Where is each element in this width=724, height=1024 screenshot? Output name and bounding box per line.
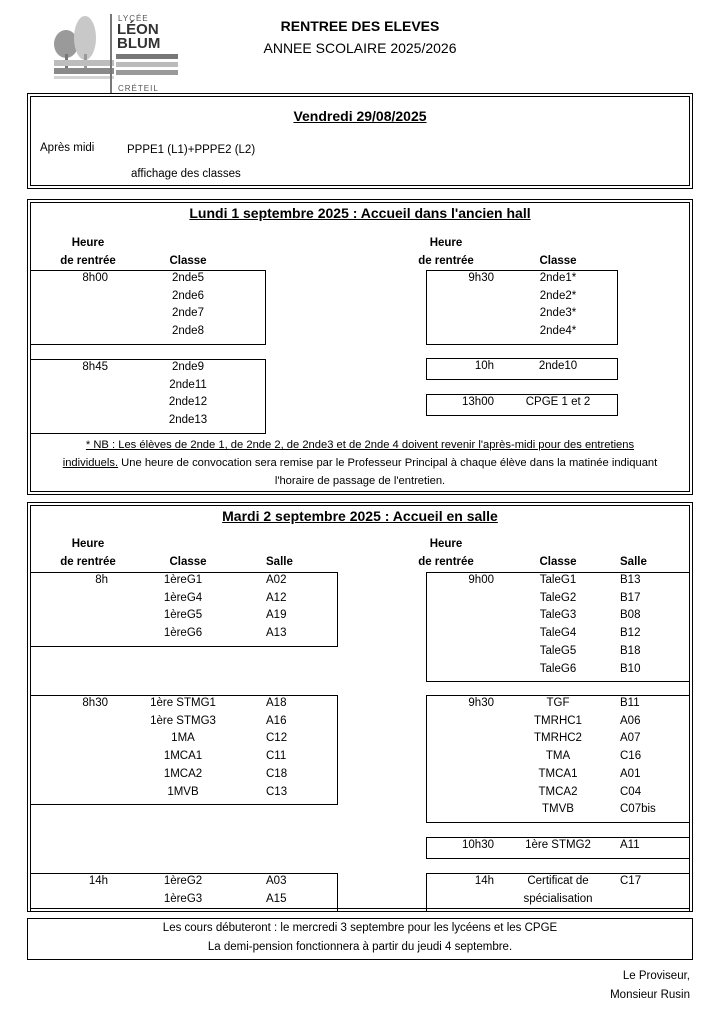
- room-name: B08: [620, 609, 641, 622]
- class-name: 2nde13: [168, 414, 208, 427]
- class-name: 2nde2*: [539, 289, 577, 302]
- class-name: 1èreG3: [163, 892, 203, 905]
- class-name: TaleG6: [539, 662, 577, 675]
- signature-name: Monsieur Rusin: [610, 989, 690, 1001]
- header-classe: Classe: [169, 255, 207, 267]
- logo-line3: BLUM: [117, 35, 161, 52]
- class-name: 1MA: [171, 732, 195, 745]
- school-logo: [52, 14, 202, 94]
- room-name: B10: [620, 662, 641, 675]
- room-name: A12: [266, 591, 287, 604]
- room-name: B12: [620, 627, 641, 640]
- logo-trees-icon: [52, 14, 118, 80]
- class-name: TaleG4: [539, 627, 577, 640]
- room-name: A03: [266, 875, 287, 887]
- class-name: spécialisation: [523, 892, 593, 905]
- monday-note-line2b: Une heure de convocation sera remise par le Professeur Principal à chaque élève dans la matinée indiquant: [118, 457, 658, 469]
- class-name: TMCA2: [538, 785, 578, 798]
- header-classe: Classe: [539, 255, 577, 267]
- schedule-time: 14h: [474, 875, 494, 887]
- class-name: 2nde11: [169, 378, 207, 391]
- class-name: 2nde9: [172, 361, 204, 373]
- room-name: C18: [266, 767, 288, 780]
- header-classe: Classe: [169, 556, 207, 568]
- monday-note-line2a: individuels.: [62, 457, 119, 469]
- header-heure: Heure: [71, 237, 105, 249]
- class-name: TaleG1: [539, 574, 577, 586]
- header-heure: Heure: [429, 538, 463, 550]
- class-name: 1ère STMG2: [525, 839, 591, 851]
- schedule-time: 10h30: [462, 839, 494, 851]
- room-name: A19: [266, 609, 287, 622]
- room-name: B13: [620, 574, 641, 586]
- room-name: C13: [266, 785, 288, 798]
- class-name: 1MVB: [167, 785, 199, 798]
- header-rentree: de rentrée: [418, 255, 474, 267]
- schedule-time: 10h: [474, 360, 494, 372]
- schedule-time: 13h00: [462, 396, 494, 408]
- room-name: C12: [266, 732, 288, 745]
- room-name: A07: [620, 732, 641, 745]
- room-name: C17: [620, 875, 642, 887]
- room-name: A02: [266, 574, 287, 586]
- friday-title: Vendredi 29/08/2025: [293, 108, 427, 124]
- friday-what: PPPE1 (L1)+PPPE2 (L2): [127, 144, 256, 156]
- logo-line2: LÉON: [117, 21, 159, 38]
- class-name: 1èreG2: [163, 875, 203, 887]
- room-name: B11: [620, 697, 640, 709]
- room-name: A01: [620, 767, 641, 780]
- room-name: A18: [266, 697, 287, 709]
- friday-when: Après midi: [40, 142, 95, 154]
- room-name: C16: [620, 750, 642, 763]
- header-heure: Heure: [429, 237, 463, 249]
- room-name: B18: [620, 644, 641, 657]
- class-name: 1ère STMG1: [150, 697, 216, 709]
- monday-note-line1: * NB : Les élèves de 2nde 1, de 2nde 2, de 2nde3 et de 2nde 4 doivent revenir l'après-midi pour des entretiens: [85, 439, 635, 451]
- tuesday-title: Mardi 2 septembre 2025 : Accueil en salle: [222, 508, 498, 524]
- logo-city: CRÉTEIL: [118, 84, 159, 93]
- schedule-time: 9h30: [468, 697, 494, 709]
- room-name: C11: [266, 750, 287, 763]
- footer-line1: Les cours débuteront : le mercredi 3 septembre pour les lycéens et les CPGE: [162, 922, 558, 934]
- class-name: 2nde7: [172, 307, 204, 320]
- monday-note: [30, 436, 690, 490]
- header-rentree: de rentrée: [60, 255, 116, 267]
- schedule-time: 9h30: [468, 272, 494, 284]
- header-classe: Classe: [539, 556, 577, 568]
- class-name: 2nde3*: [539, 307, 577, 320]
- class-name: TMA: [545, 750, 571, 763]
- monday-title: Lundi 1 septembre 2025 : Accueil dans l'ancien hall: [189, 205, 531, 221]
- header-rentree: de rentrée: [60, 556, 116, 568]
- class-name: 1ère STMG3: [150, 714, 216, 727]
- schedule-time: 8h: [95, 574, 108, 586]
- footer-line2: La demi-pension fonctionnera à partir du jeudi 4 septembre.: [207, 941, 513, 953]
- room-name: A11: [620, 839, 640, 851]
- room-name: A16: [266, 714, 287, 727]
- monday-note-line3: l'horaire de passage de l'entretien.: [274, 475, 446, 487]
- class-name: TMRHC1: [534, 714, 582, 727]
- class-name: 2nde6: [172, 289, 204, 302]
- class-name: 1MCA1: [163, 750, 203, 763]
- class-name: 1MCA2: [163, 767, 203, 780]
- class-name: 1èreG4: [163, 591, 203, 604]
- class-name: 2nde8: [172, 325, 204, 338]
- header-salle: Salle: [266, 556, 293, 568]
- header-rentree: de rentrée: [418, 556, 474, 568]
- class-name: 1èreG1: [163, 574, 203, 586]
- room-name: C04: [620, 785, 642, 798]
- schedule-time: 8h45: [82, 361, 108, 373]
- schedule-time: 9h00: [468, 574, 494, 586]
- class-name: TaleG2: [539, 591, 577, 604]
- class-name: 2nde10: [538, 360, 578, 372]
- header-heure: Heure: [71, 538, 105, 550]
- page-title: RENTREE DES ELEVES: [280, 18, 440, 34]
- room-name: A06: [620, 714, 641, 727]
- schedule-time: 14h: [88, 875, 108, 887]
- room-name: C07bis: [620, 803, 656, 816]
- class-name: 2nde4*: [539, 325, 577, 338]
- class-name: 2nde12: [168, 396, 208, 409]
- class-name: TaleG3: [539, 609, 577, 622]
- friday-note: affichage des classes: [131, 168, 241, 180]
- class-name: 1èreG6: [163, 627, 203, 640]
- signature-role: Le Proviseur,: [622, 970, 690, 982]
- room-name: A15: [266, 892, 287, 905]
- page-subtitle: ANNEE SCOLAIRE 2025/2026: [263, 40, 457, 56]
- schedule-time: 8h30: [82, 697, 108, 709]
- class-name: 1èreG5: [163, 609, 203, 622]
- header-salle: Salle: [620, 556, 647, 568]
- class-name: CPGE 1 et 2: [525, 396, 591, 408]
- schedule-time: 8h00: [82, 272, 108, 284]
- class-name: Certificat de: [527, 875, 589, 887]
- class-name: TaleG5: [539, 644, 577, 657]
- room-name: B17: [620, 591, 641, 604]
- logo-line1: LYCÉE: [118, 14, 149, 23]
- class-name: 2nde5: [172, 272, 204, 284]
- room-name: A13: [266, 627, 287, 640]
- class-name: TMRHC2: [534, 732, 582, 745]
- class-name: TMVB: [542, 803, 574, 816]
- class-name: TMCA1: [538, 767, 578, 780]
- class-name: 2nde1*: [539, 272, 577, 284]
- class-name: TGF: [546, 697, 570, 709]
